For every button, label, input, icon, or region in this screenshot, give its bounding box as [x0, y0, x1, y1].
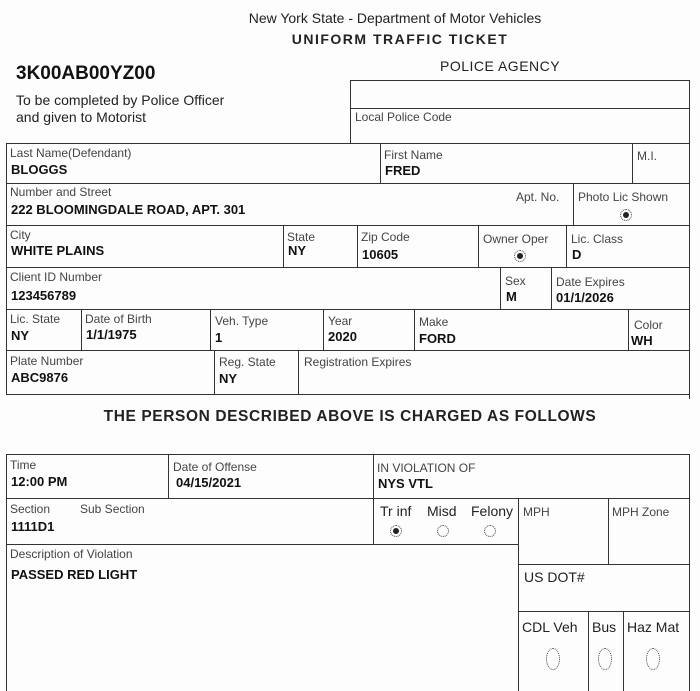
mi-label: M.I. [637, 149, 657, 163]
rule [573, 183, 574, 225]
misdemeanor-radio[interactable] [437, 525, 449, 537]
rule [6, 544, 518, 545]
rule [566, 225, 567, 267]
rule [500, 267, 501, 309]
section-field[interactable]: 1111D1 [11, 519, 55, 534]
rule [283, 225, 284, 267]
make-field[interactable]: FORD [419, 331, 456, 346]
instruction-line-2: and given to Motorist [16, 109, 146, 125]
police-agency-label: POLICE AGENCY [440, 58, 561, 74]
reg-state-label: Reg. State [219, 355, 276, 369]
date-expires-field[interactable]: 01/1/2026 [556, 290, 614, 305]
rule [623, 611, 624, 691]
time-field[interactable]: 12:00 PM [11, 474, 68, 489]
police-agency-field[interactable] [356, 86, 686, 104]
rule [323, 309, 324, 350]
photo-lic-label: Photo Lic Shown [578, 190, 669, 204]
lic-state-field[interactable]: NY [11, 328, 30, 343]
dob-field[interactable]: 1/1/1975 [86, 327, 137, 342]
infraction-label: Tr inf [380, 503, 412, 519]
rule [518, 564, 689, 565]
section-label: Section [10, 502, 51, 516]
color-field[interactable]: WH [631, 333, 653, 348]
local-police-code-field[interactable] [356, 126, 686, 140]
local-police-code-label: Local Police Code [355, 110, 452, 124]
client-id-field[interactable]: 123456789 [11, 288, 77, 303]
violation-of-label: IN VIOLATION OF [377, 461, 476, 475]
rule [6, 394, 689, 395]
instruction-line-1: To be completed by Police Officer [16, 92, 225, 108]
date-offense-label: Date of Offense [173, 460, 257, 474]
zip-field[interactable]: 10605 [362, 247, 399, 262]
color-label: Color [634, 318, 663, 332]
lic-class-field[interactable]: D [572, 247, 582, 262]
us-dot-label: US DOT# [524, 569, 585, 585]
rule [373, 454, 374, 498]
rule [81, 309, 82, 350]
bus-checkbox[interactable] [598, 648, 612, 670]
reg-state-field[interactable]: NY [219, 371, 238, 386]
form-title: UNIFORM TRAFFIC TICKET [291, 31, 509, 47]
last-name-label: Last Name(Defendant) [10, 146, 132, 160]
date-offense-field[interactable]: 04/15/2021 [176, 475, 242, 490]
sex-label: Sex [505, 274, 526, 288]
felony-radio[interactable] [484, 525, 496, 537]
state-label: State [287, 230, 316, 244]
charged-heading: THE PERSON DESCRIBED ABOVE IS CHARGED AS FOLLOWS [103, 408, 597, 425]
rule [628, 309, 629, 350]
violation-of-field[interactable]: NYS VTL [378, 476, 433, 491]
veh-type-label: Veh. Type [215, 314, 269, 328]
sub-section-label: Sub Section [80, 502, 145, 516]
mph-label: MPH [523, 505, 550, 519]
ticket-number: 3K00AB00YZ00 [16, 63, 156, 84]
rule [689, 80, 690, 399]
rule [168, 454, 169, 498]
city-label: City [10, 228, 31, 242]
street-label: Number and Street [10, 185, 112, 199]
felony-label: Felony [471, 503, 514, 519]
rule [350, 108, 690, 109]
mi-field[interactable] [637, 166, 685, 180]
reg-expires-field[interactable] [304, 372, 684, 386]
date-expires-label: Date Expires [556, 275, 625, 289]
rule [6, 454, 689, 455]
description-label: Description of Violation [10, 547, 133, 561]
description-field[interactable]: PASSED RED LIGHT [11, 567, 138, 582]
owner-oper-checkbox[interactable] [514, 250, 526, 262]
city-field[interactable]: WHITE PLAINS [11, 243, 105, 258]
rule [298, 350, 299, 394]
reg-expires-label: Registration Expires [304, 355, 412, 369]
rule [214, 350, 215, 394]
rule [6, 350, 689, 351]
cdl-label: CDL Veh [522, 619, 578, 635]
dob-label: Date of Birth [85, 312, 152, 326]
year-label: Year [328, 314, 353, 328]
rule [373, 498, 374, 544]
rule [608, 498, 609, 564]
mph-zone-label: MPH Zone [612, 505, 670, 519]
plate-field[interactable]: ABC9876 [11, 370, 69, 385]
year-field[interactable]: 2020 [328, 329, 357, 344]
lic-state-label: Lic. State [10, 312, 61, 326]
rule [478, 225, 479, 267]
plate-label: Plate Number [10, 354, 84, 368]
rule [551, 267, 552, 309]
rule [518, 611, 689, 612]
rule [6, 267, 689, 268]
rule [6, 454, 7, 691]
zip-label: Zip Code [361, 230, 410, 244]
rule [414, 309, 415, 350]
street-field[interactable]: 222 BLOOMINGDALE ROAD, APT. 301 [11, 202, 246, 217]
rule [6, 143, 689, 144]
rule [380, 143, 381, 183]
first-name-field[interactable]: FRED [385, 163, 421, 178]
make-label: Make [419, 315, 449, 329]
time-label: Time [10, 458, 37, 472]
rule [632, 143, 633, 183]
first-name-label: First Name [384, 148, 443, 162]
hazmat-label: Haz Mat [627, 619, 680, 635]
lic-class-label: Lic. Class [571, 232, 624, 246]
rule [6, 225, 689, 226]
agency-line: New York State - Department of Motor Vehicles [248, 10, 542, 26]
rule [6, 498, 689, 499]
infraction-radio[interactable] [390, 525, 402, 537]
sex-field[interactable]: M [506, 289, 517, 304]
state-field[interactable]: NY [288, 243, 307, 258]
rule [6, 309, 689, 310]
hazmat-checkbox[interactable] [646, 648, 660, 670]
owner-oper-label: Owner Oper [483, 232, 549, 246]
rule [210, 309, 211, 350]
misdemeanor-label: Misd [427, 503, 457, 519]
last-name-field[interactable]: BLOGGS [11, 162, 68, 177]
photo-lic-checkbox[interactable] [620, 209, 632, 221]
rule [588, 611, 589, 691]
rule [6, 143, 7, 394]
bus-label: Bus [592, 619, 617, 635]
apt-no-label: Apt. No. [516, 190, 560, 204]
rule [6, 183, 689, 184]
veh-type-field[interactable]: 1 [215, 330, 223, 345]
rule [357, 225, 358, 267]
rule [518, 498, 519, 691]
cdl-checkbox[interactable] [546, 648, 560, 670]
client-id-label: Client ID Number [10, 270, 103, 284]
rule [350, 80, 351, 143]
rule [350, 80, 690, 81]
rule [689, 454, 690, 691]
